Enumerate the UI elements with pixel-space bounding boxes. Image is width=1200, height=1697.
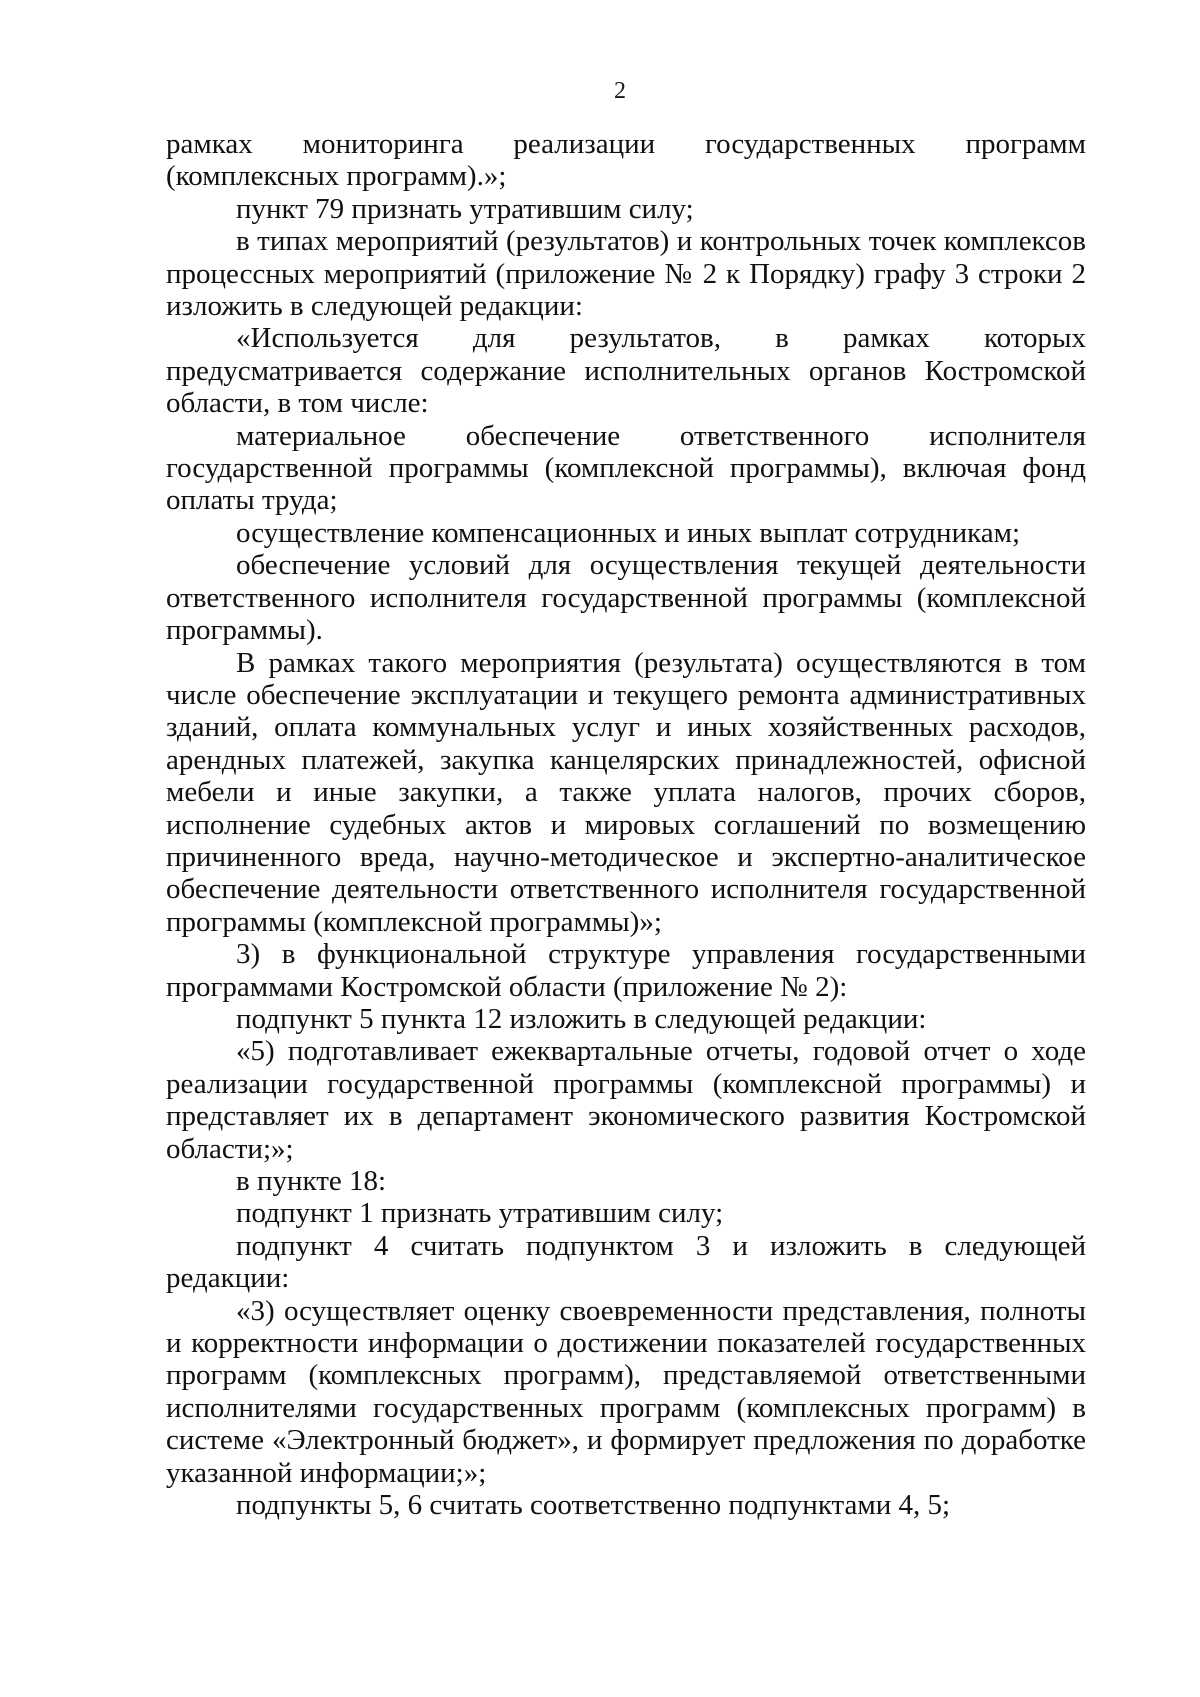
paragraph: подпункт 4 считать подпунктом 3 и изложить в следующей редакции: [166, 1229, 1086, 1295]
document-body [166, 128, 1086, 1521]
paragraph: «Используется для результатов, в рамках которых предусматривается содержание исполнительных органов Костромской области, в том числе: [166, 322, 1086, 420]
paragraph: «5) подготавливает ежеквартальные отчеты, годовой отчет о ходе реализации государственной программы (комплексной программы) и представляет их в департамент экономического развития Костромской области;»; [166, 1035, 1086, 1165]
paragraph: обеспечение условий для осуществления текущей деятельности ответственного исполнителя государственной программы (комплексной программы). [166, 549, 1086, 647]
paragraph: пункт 79 признать утратившим силу; [236, 192, 694, 225]
paragraph: в пункте 18: [236, 1165, 387, 1197]
paragraph: в типах мероприятий (результатов) и контрольных точек комплексов процессных мероприятий (приложение № 2 к Порядку) графу 3 строки 2 изложить в следующей редакции: [166, 225, 1086, 323]
paragraph: подпункт 1 признать утратившим силу; [236, 1197, 724, 1230]
paragraph: подпункт 5 пункта 12 изложить в следующей редакции: [236, 1002, 927, 1035]
paragraph: подпункты 5, 6 считать соответственно подпунктами 4, 5; [236, 1489, 951, 1522]
page-number: 2 [614, 78, 626, 104]
paragraph-continuation: рамках мониторинга реализации государственных программ (комплексных программ).»; [166, 128, 1086, 193]
paragraph: 3) в функциональной структуре управления государственными программами Костромской области (приложение № 2): [166, 938, 1086, 1003]
paragraph: осуществление компенсационных и иных выплат сотрудникам; [236, 516, 1021, 549]
paragraph: материальное обеспечение ответственного исполнителя государственной программы (комплексной программы), включая фонд оплаты труда; [166, 419, 1086, 517]
paragraph: «3) осуществляет оценку своевременности представления, полноты и корректности информации о достижении показателей государственных программ (комплексных программ), представляемой ответственными исполнителями государственных программ (комплексных программ) в системе «Электронный бюджет», и формирует предложения по доработке указанной информации;»; [166, 1294, 1086, 1489]
paragraph: В рамках такого мероприятия (результата) осуществляются в том числе обеспечение эксплуатации и текущего ремонта административных зданий, оплата коммунальных услуг и иных хозяйственных расходов, арендных платежей, закупка канцелярских принадлежностей, офисной мебели и иные закупки, а также уплата налогов, прочих сборов, исполнение судебных актов и мировых соглашений по возмещению причиненного вреда, научно-методическое и экспертно-аналитическое обеспечение деятельности ответственного исполнителя государственной программы (комплексной программы)»; [166, 646, 1086, 938]
